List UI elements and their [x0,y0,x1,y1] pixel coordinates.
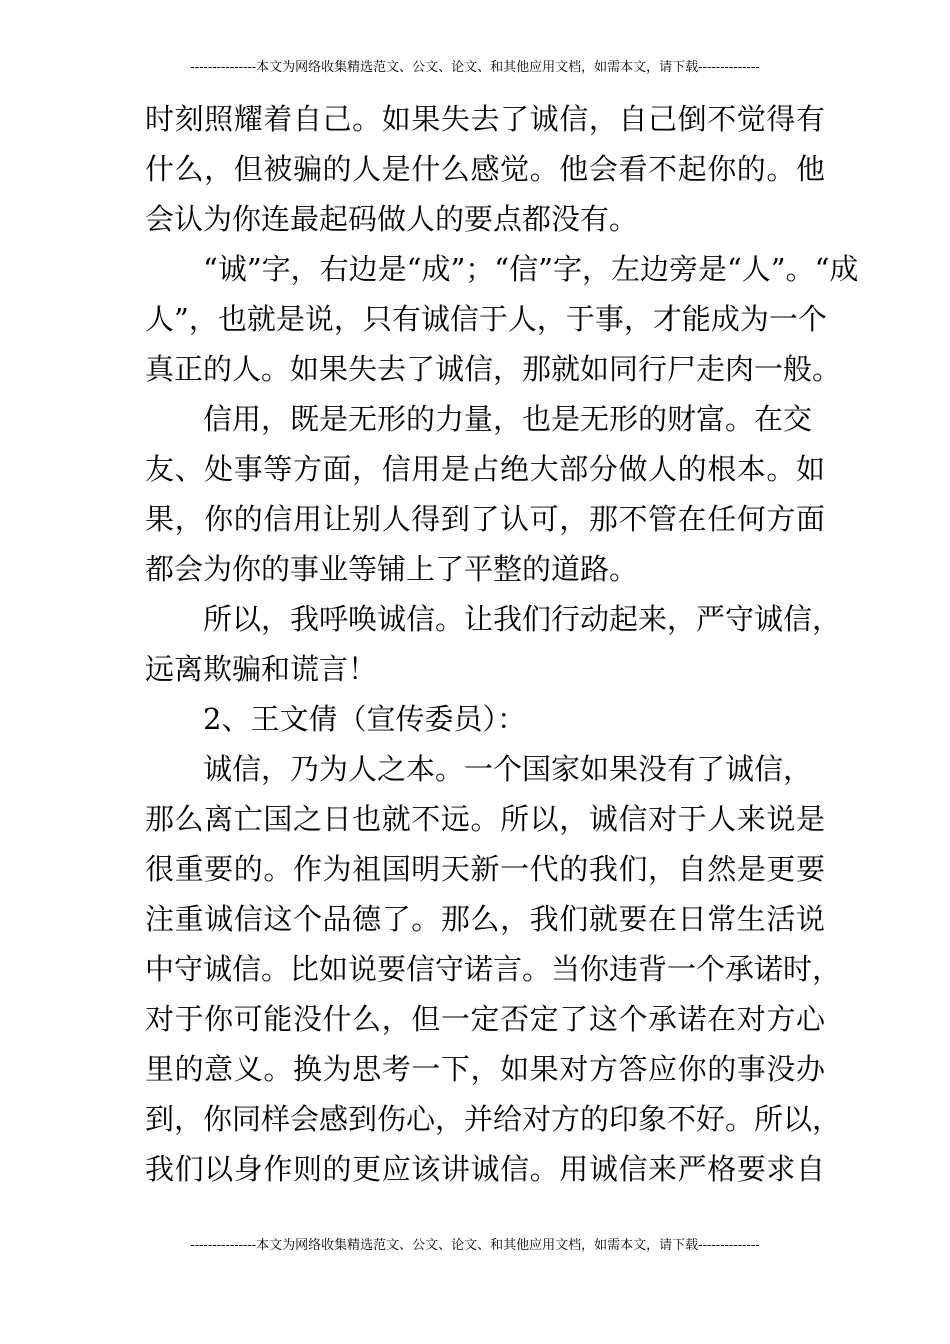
text-line: 那么离亡国之日也就不远。所以，诚信对于人来说是 [145,802,825,836]
text-line: 人”，也就是说，只有诚信于人，于事，才能成为一个 [145,302,827,336]
text-line: 里的意义。换为思考一下，如果对方答应你的事没办 [145,1052,825,1086]
text-line: 都会为你的事业等铺上了平整的道路。 [145,552,639,586]
text-line: 到，你同样会感到伤心，并给对方的印象不好。所以， [145,1102,842,1136]
section-heading: 2、王文倩（宣传委员）： [203,702,526,736]
text-line: 很重要的。作为祖国明天新一代的我们，自然是更要 [145,852,825,886]
text-line: 所以，我呼唤诚信。让我们行动起来，严守诚信， [203,602,842,636]
text-line: 什么，但被骗的人是什么感觉。他会看不起你的。他 [145,152,825,186]
text-line: 真正的人。如果失去了诚信，那就如同行尸走肉一般。 [145,352,842,386]
text-line: 诚信，乃为人之本。一个国家如果没有了诚信， [203,752,813,786]
text-line: 果，你的信用让别人得到了认可，那不管在任何方面 [145,502,825,536]
text-line: 信用，既是无形的力量，也是无形的财富。在交 [203,402,813,436]
text-line: 注重诚信这个品德了。那么，我们就要在日常生活说 [145,902,825,936]
page-header-notice: ---------------本文为网络收集精选范文、公文、论文、和其他应用文档，如需本文，请下载-------------- [190,60,760,75]
page-footer-notice: ---------------本文为网络收集精选范文、公文、论文、和其他应用文档，如需本文，请下载-------------- [190,1238,760,1253]
text-line: 对于你可能没什么，但一定否定了这个承诺在对方心 [145,1002,825,1036]
text-line: 中守诚信。比如说要信守诺言。当你违背一个承诺时， [145,952,842,986]
text-line: 我们以身作则的更应该讲诚信。用诚信来严格要求自 [145,1152,825,1186]
document-body [145,94,859,1194]
text-line: “诚”字，右边是“成”；“信”字，左边旁是“人”。“成 [203,252,859,286]
text-line: 时刻照耀着自己。如果失去了诚信，自己倒不觉得有 [145,102,825,136]
text-line: 远离欺骗和谎言！ [145,652,378,686]
text-line: 友、处事等方面，信用是占绝大部分做人的根本。如 [145,452,825,486]
text-line: 会认为你连最起码做人的要点都没有。 [145,202,639,236]
